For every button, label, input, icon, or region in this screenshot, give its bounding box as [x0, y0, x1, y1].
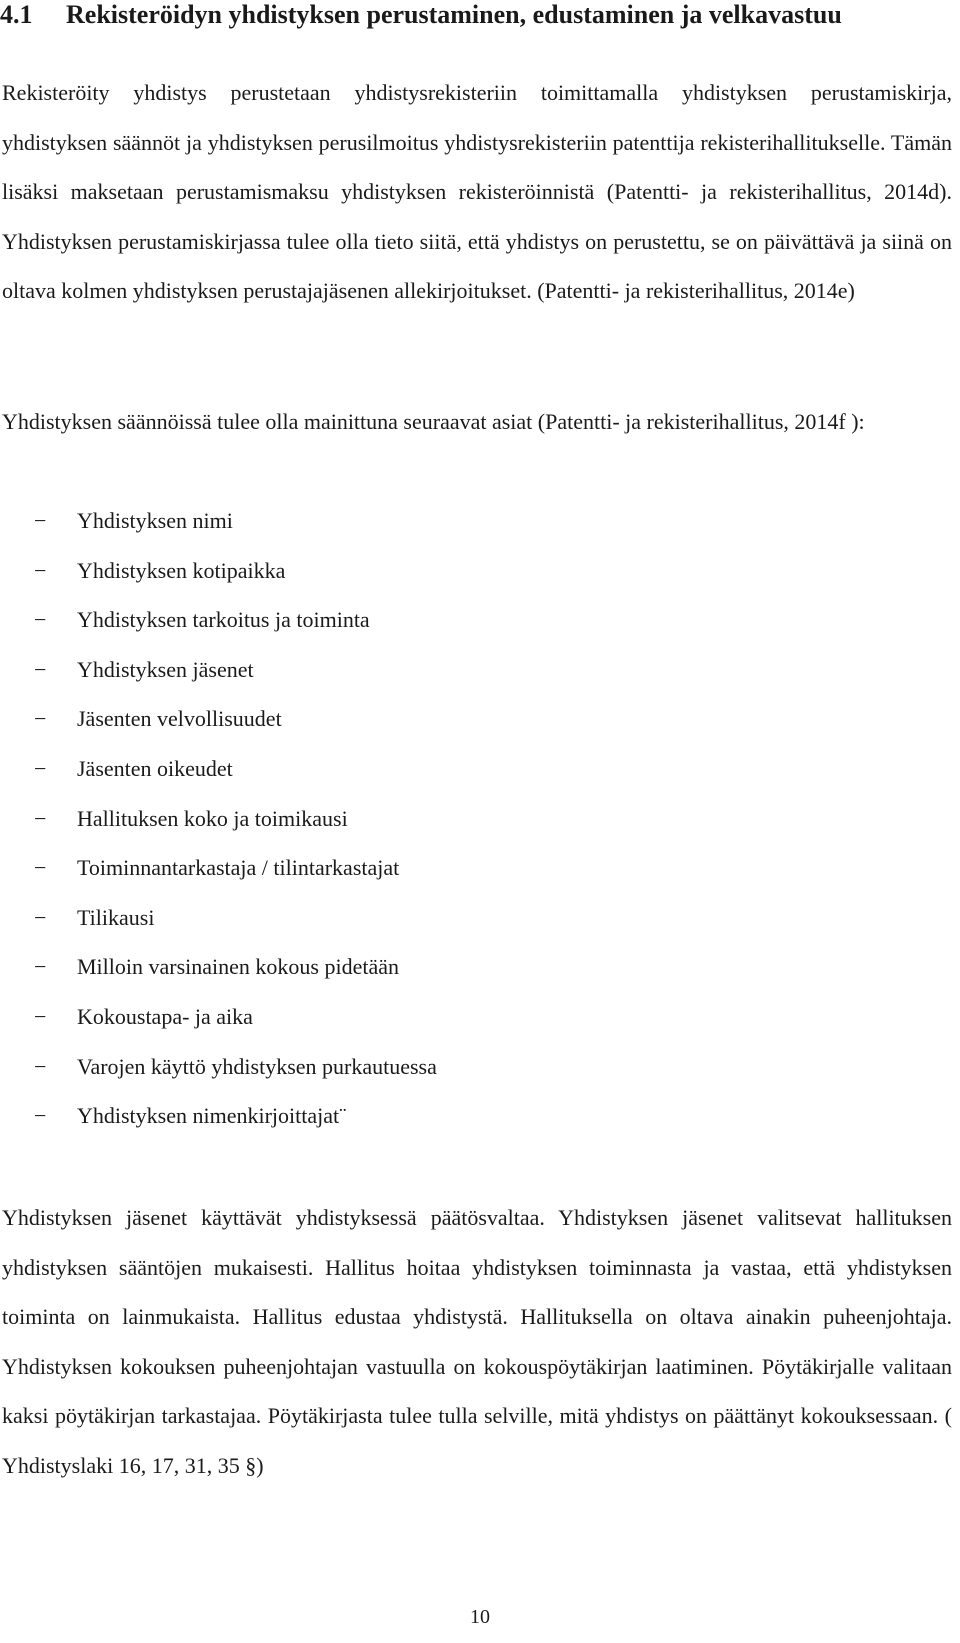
section-number: 4.1 — [0, 0, 33, 29]
dash-bullet: − — [34, 1053, 47, 1079]
dash-bullet: − — [34, 805, 47, 831]
dash-bullet: − — [34, 706, 47, 732]
dash-bullet: − — [34, 508, 47, 533]
list-item — [0, 843, 437, 893]
paragraph-governance: Yhdistyksen jäsenet käyttävät yhdistyksessä päätösvaltaa. Yhdistyksen jäsenet valitsevat hallituksen yhdistyksen sääntöjen mukaisesti. Hallitus hoitaa yhdistyksen toiminnasta ja vastaa, että yhdistyksen toiminta on lainmukaista. Hallitus edustaa yhdistystä. Hallituksella on oltava ainakin puheenjohtaja. Yhdistyksen kokouksen puheenjohtajan vastuulla on kokouspöytäkirjan laatiminen. Pöytäkirjalle valitaan kaksi pöytäkirjan tarkastajaa. Pöytäkirjasta tulee tulla selville, mitä yhdistys on päättänyt kokouksessaan. ( Yhdistyslaki 16, 17, 31, 35 §) — [2, 1205, 952, 1478]
list-item-label: Yhdistyksen nimi — [77, 508, 233, 533]
list-item — [0, 992, 437, 1042]
list-item — [0, 546, 437, 596]
list-item-label: Hallituksen koko ja toimikausi — [77, 805, 348, 831]
list-item — [0, 794, 437, 844]
dash-bullet: − — [34, 904, 47, 930]
list-item-label: Kokoustapa- ja aika — [77, 1003, 253, 1029]
list-item — [0, 744, 437, 794]
dash-bullet: − — [34, 656, 47, 682]
list-item-label: Varojen käyttö yhdistyksen purkautuessa — [77, 1053, 437, 1079]
rules-requirements-list — [0, 496, 437, 1141]
list-item — [0, 595, 437, 645]
list-item-label: Toiminnantarkastaja / tilintarkastajat — [77, 855, 400, 881]
list-item — [0, 496, 437, 546]
section-title: Rekisteröidyn yhdistyksen perustaminen, edustaminen ja velkavastuu — [66, 0, 842, 29]
list-item-label: Yhdistyksen kotipaikka — [77, 557, 286, 583]
dash-bullet: − — [34, 1003, 47, 1029]
list-item — [0, 893, 437, 943]
dash-bullet: − — [34, 755, 47, 781]
list-item-label: Milloin varsinainen kokous pidetään — [77, 954, 399, 980]
section-heading — [0, 0, 842, 30]
paragraph-founding: Rekisteröity yhdistys perustetaan yhdistysrekisteriin toimittamalla yhdistyksen perustamiskirja, yhdistyksen säännöt ja yhdistyksen perusilmoitus yhdistysrekisteriin patenttija rekisterihallitukselle. Tämän lisäksi maksetaan perustamismaksu yhdistyksen rekisteröinnistä (Patentti- ja rekisterihallitus, 2014d). Yhdistyksen perustamiskirjassa tulee olla tieto siitä, että yhdistys on perustettu, se on päivättävä ja siinä on oltava kolmen yhdistyksen perustajajäsenen allekirjoitukset. (Patentti- ja rekisterihallitus, 2014e) — [2, 80, 952, 303]
dash-bullet: − — [34, 954, 47, 980]
list-item — [0, 1091, 437, 1141]
list-item — [0, 694, 437, 744]
list-item-label: Yhdistyksen nimenkirjoittajat¨ — [77, 1103, 347, 1129]
paragraph-rules-intro: Yhdistyksen säännöissä tulee olla mainittuna seuraavat asiat (Patentti- ja rekisterihallitus, 2014f ): — [2, 409, 865, 434]
dash-bullet: − — [34, 607, 47, 633]
list-item — [0, 942, 437, 992]
list-item — [0, 1042, 437, 1092]
dash-bullet: − — [34, 1103, 47, 1129]
list-item-label: Yhdistyksen tarkoitus ja toiminta — [77, 607, 370, 633]
list-item-label: Jäsenten velvollisuudet — [77, 706, 282, 732]
list-item-label: Yhdistyksen jäsenet — [77, 656, 254, 682]
list-item — [0, 645, 437, 695]
page-number: 10 — [470, 1606, 490, 1628]
dash-bullet: − — [34, 855, 47, 881]
list-item-label: Jäsenten oikeudet — [77, 755, 233, 781]
dash-bullet: − — [34, 557, 47, 583]
list-item-label: Tilikausi — [77, 904, 155, 930]
